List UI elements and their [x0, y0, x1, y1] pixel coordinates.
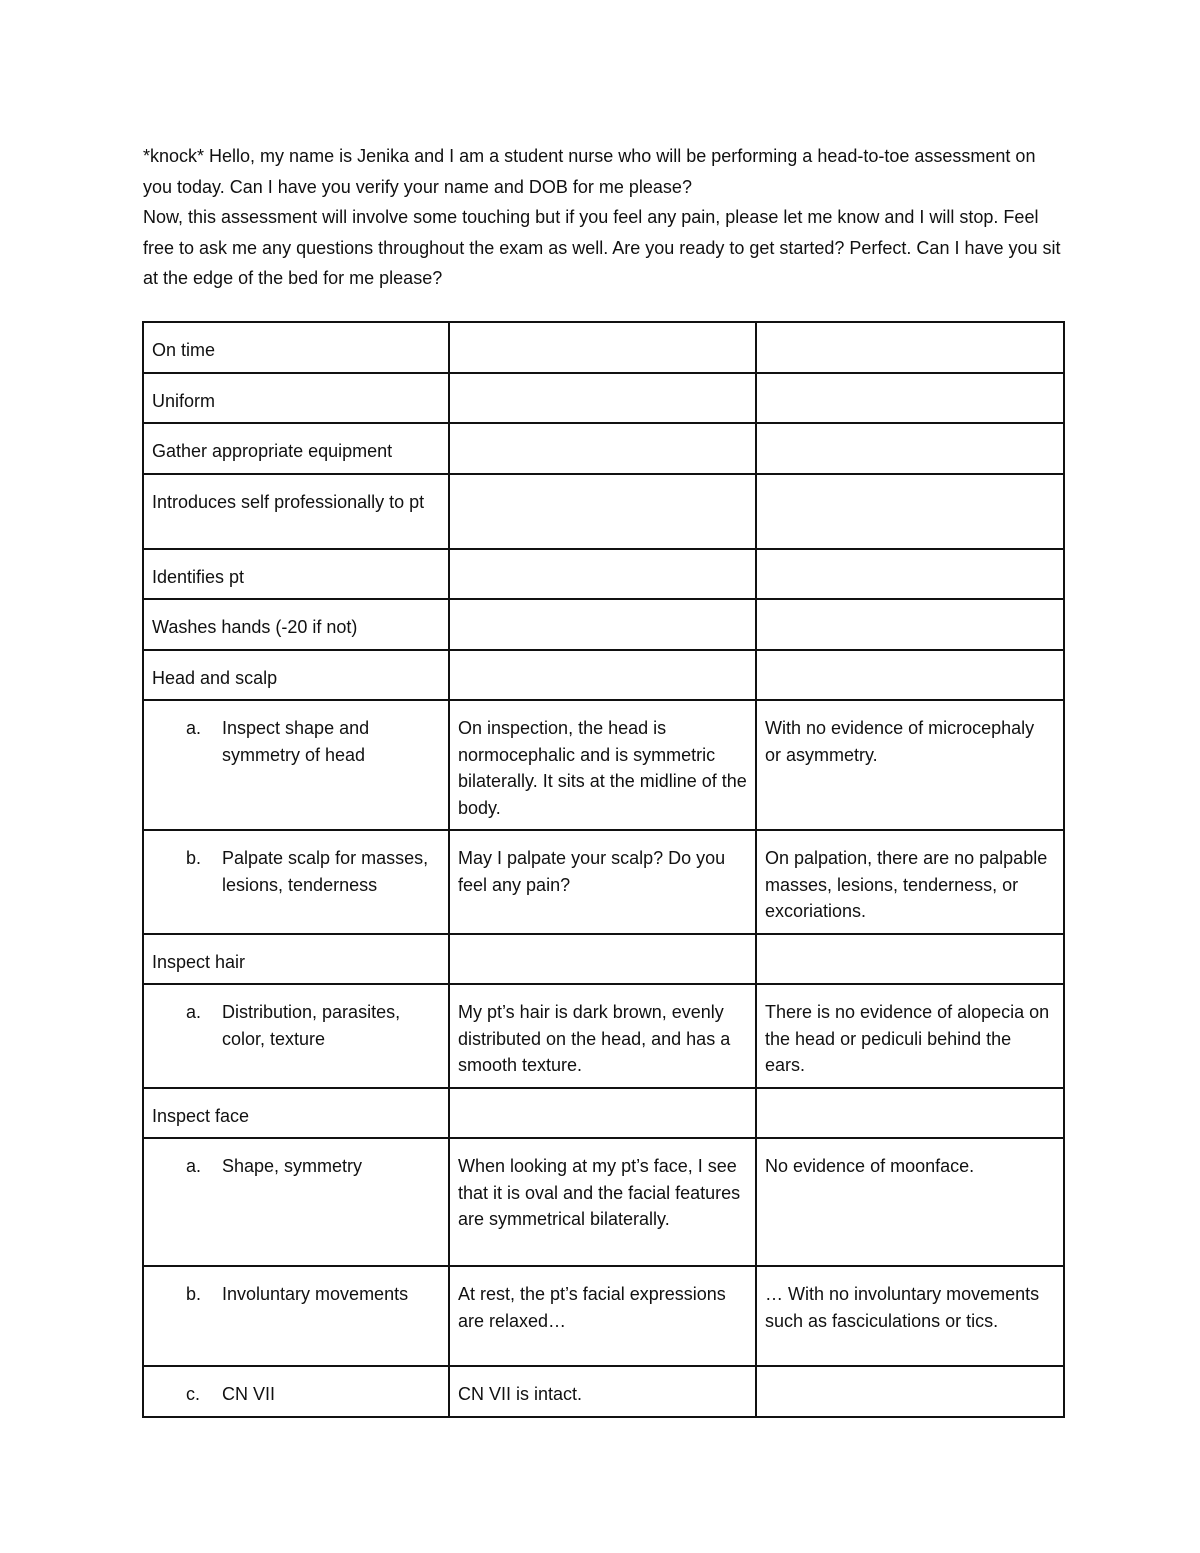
section-heading-inspect-face: Inspect face [143, 1088, 449, 1139]
script-cell [449, 373, 756, 424]
finding-cell [756, 549, 1064, 600]
intro-script [143, 141, 1063, 294]
table-row [143, 700, 1064, 830]
finding-cell [756, 373, 1064, 424]
script-cell: When looking at my pt’s face, I see that it is oval and the facial features are symmetrical bilaterally. [449, 1138, 756, 1266]
item-cell [143, 1266, 449, 1366]
item-letter: a. [186, 1156, 202, 1176]
table-row [143, 1366, 1064, 1417]
item-cell [143, 1138, 449, 1266]
script-cell [449, 1088, 756, 1139]
finding-cell [756, 934, 1064, 985]
finding-cell [756, 650, 1064, 701]
script-cell: At rest, the pt’s facial expressions are relaxed… [449, 1266, 756, 1366]
item-letter: c. [186, 1384, 201, 1404]
item-letter: b. [186, 1284, 202, 1304]
script-cell [449, 474, 756, 549]
finding-cell: With no evidence of microcephaly or asymmetry. [756, 700, 1064, 830]
item-text: Distribution, parasites, color, texture [222, 1002, 401, 1049]
item-text: Inspect shape and symmetry of head [222, 718, 370, 765]
finding-cell: There is no evidence of alopecia on the head or pediculi behind the ears. [756, 984, 1064, 1088]
table-row [143, 1088, 1064, 1139]
item-text: Shape, symmetry [222, 1156, 363, 1176]
table-row [143, 599, 1064, 650]
table-row [143, 650, 1064, 701]
item-text: Palpate scalp for masses, lesions, tenderness [222, 848, 429, 895]
script-cell [449, 322, 756, 373]
script-cell: On inspection, the head is normocephalic and is symmetric bilaterally. It sits at the midline of the body. [449, 700, 756, 830]
item-letter: a. [186, 1002, 202, 1022]
item-text: Involuntary movements [222, 1284, 409, 1304]
item-cell: Uniform [143, 373, 449, 424]
finding-cell [756, 1088, 1064, 1139]
item-cell [143, 984, 449, 1088]
table-row [143, 1138, 1064, 1266]
script-cell: May I palpate your scalp? Do you feel any pain? [449, 830, 756, 934]
script-cell [449, 549, 756, 600]
table-row [143, 830, 1064, 934]
script-cell [449, 934, 756, 985]
item-cell: Washes hands (-20 if not) [143, 599, 449, 650]
script-cell [449, 599, 756, 650]
table-row [143, 1266, 1064, 1366]
script-cell: My pt’s hair is dark brown, evenly distributed on the head, and has a smooth texture. [449, 984, 756, 1088]
item-cell [143, 1366, 449, 1417]
section-heading-head-and-scalp: Head and scalp [143, 650, 449, 701]
item-letter: a. [186, 718, 202, 738]
table-row [143, 934, 1064, 985]
item-cell [143, 830, 449, 934]
finding-cell: … With no involuntary movements such as fasciculations or tics. [756, 1266, 1064, 1366]
item-cell: Gather appropriate equipment [143, 423, 449, 474]
finding-cell [756, 474, 1064, 549]
script-cell [449, 423, 756, 474]
item-cell: On time [143, 322, 449, 373]
section-heading-inspect-hair: Inspect hair [143, 934, 449, 985]
item-cell: Identifies pt [143, 549, 449, 600]
table-row [143, 423, 1064, 474]
finding-cell [756, 599, 1064, 650]
script-cell [449, 650, 756, 701]
table-row [143, 373, 1064, 424]
table-row [143, 549, 1064, 600]
finding-cell: On palpation, there are no palpable masses, lesions, tenderness, or excoriations. [756, 830, 1064, 934]
assessment-table [142, 321, 1065, 1418]
item-text: CN VII [222, 1384, 276, 1404]
script-cell: CN VII is intact. [449, 1366, 756, 1417]
table-row [143, 474, 1064, 549]
intro-paragraph-1: *knock* Hello, my name is Jenika and I am a student nurse who will be performing a head-to-toe assessment on you today. Can I have you verify your name and DOB for me please? [143, 146, 1036, 197]
finding-cell [756, 1366, 1064, 1417]
intro-paragraph-2: Now, this assessment will involve some touching but if you feel any pain, please let me know and I will stop. Feel free to ask me any questions throughout the exam as well. Are you ready to get started? Perfect. Can I have you sit at the edge of the bed for me please? [143, 207, 1061, 288]
finding-cell [756, 322, 1064, 373]
item-letter: b. [186, 848, 202, 868]
table-row [143, 984, 1064, 1088]
item-cell: Introduces self professionally to pt [143, 474, 449, 549]
finding-cell: No evidence of moonface. [756, 1138, 1064, 1266]
item-cell [143, 700, 449, 830]
finding-cell [756, 423, 1064, 474]
table-row [143, 322, 1064, 373]
